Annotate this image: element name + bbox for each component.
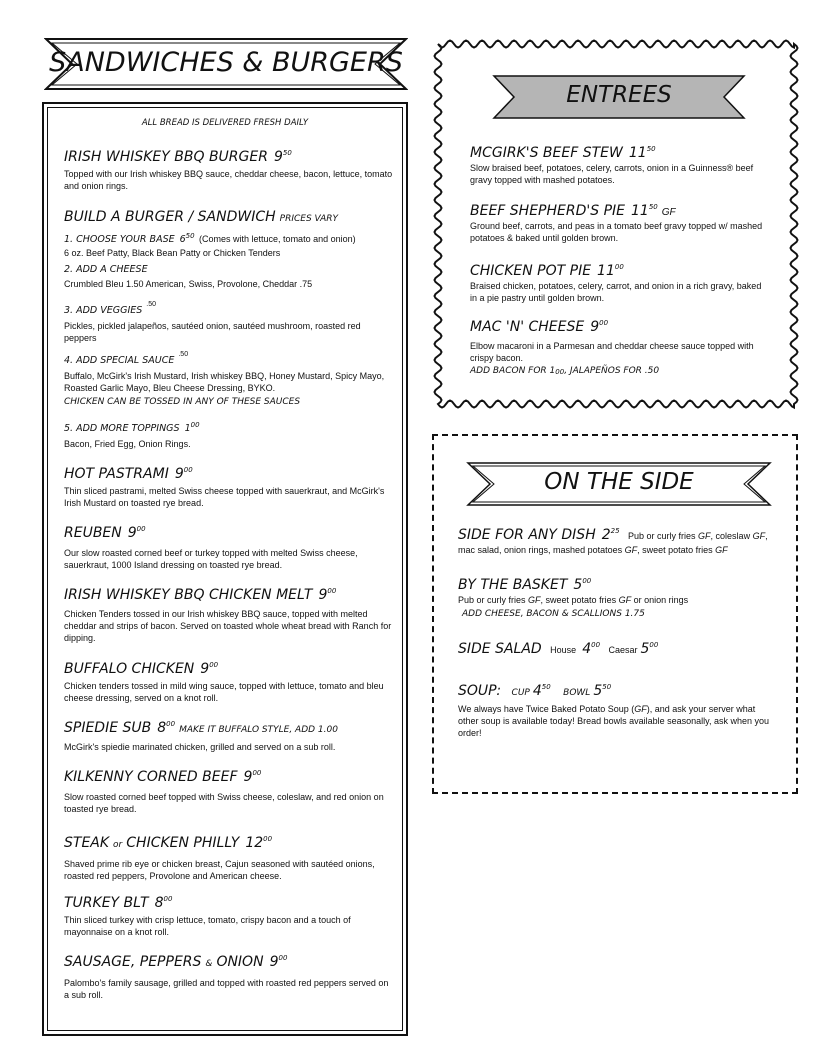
soup-bowl-price: $5^{50}$: [593, 683, 612, 699]
step-desc: Bacon, Fried Egg, Onion Rings.: [64, 439, 191, 449]
item-price: $9^{00}$: [269, 954, 288, 970]
item-desc: Slow braised beef, potatoes, celery, carrots, onion in a Guinness® beef gravy topped with mashed potatoes.: [470, 163, 754, 185]
soup-bowl: BOWL: [563, 688, 591, 698]
item-name: MAC 'N' CHEESE: [470, 319, 585, 335]
menu-item: [64, 834, 394, 882]
step-price: .50: [146, 301, 157, 308]
item-name: MCGIRK'S BEEF STEW: [470, 145, 623, 161]
salad-house-price: $4^{00}$: [582, 641, 601, 657]
item-addon: ADD BACON FOR $1^{00}$, JALAPEÑOS FOR .50: [470, 366, 660, 376]
step-desc: 6 oz. Beef Patty, Black Bean Patty or Chicken Tenders: [64, 248, 281, 258]
salad-caesar: Caesar: [608, 645, 638, 655]
item-name-2: ONION: [216, 954, 264, 970]
item-price: $9^{50}$: [273, 149, 292, 165]
menu-item: [458, 682, 778, 739]
menu-item: [64, 148, 394, 192]
sandwiches-title: SANDWICHES & BURGERS: [49, 47, 403, 78]
item-name: BEEF SHEPHERD'S PIE: [470, 203, 625, 219]
menu-item: [458, 526, 778, 556]
item-price: $9^{00}$: [200, 661, 219, 677]
item-desc-b: mac salad, onion rings, mashed potatoes GF, sweet potato fries GF: [458, 545, 728, 555]
item-desc: Chicken tenders tossed in mild wing sauce, topped with lettuce, tomato and bleu cheese dressing, served on a knot roll.: [64, 681, 384, 703]
item-name: CHICKEN POT PIE: [470, 263, 592, 279]
item-name: HOT PASTRAMI: [64, 466, 169, 482]
side-title: ON THE SIDE: [544, 469, 694, 495]
item-name: SIDE SALAD: [458, 641, 542, 657]
bread-note: ALL BREAD IS DELIVERED FRESH DAILY: [141, 118, 309, 128]
item-price: $9^{00}$: [127, 525, 146, 541]
build-step-3: 3. ADD VEGGIES: [64, 305, 143, 316]
step-price: $1^{00}$: [184, 421, 200, 434]
entrees-title: ENTREES: [566, 82, 672, 108]
salad-house: House: [550, 645, 577, 655]
soup-cup-price: $4^{50}$: [532, 683, 551, 699]
step-note: (Comes with lettuce, tomato and onion): [199, 234, 356, 244]
menu-item: [470, 262, 770, 304]
item-extra: PRICES VARY: [279, 214, 338, 224]
build-step-4: 4. ADD SPECIAL SAUCE: [64, 355, 175, 366]
item-price: $9^{00}$: [174, 466, 193, 482]
item-price: $11^{50}$: [630, 203, 658, 219]
item-desc: Topped with our Irish whiskey BBQ sauce, cheddar cheese, bacon, lettuce, tomato and onion rings.: [64, 169, 393, 191]
item-desc: Palombo's family sausage, grilled and topped with roasted red peppers served on a sub roll.: [64, 978, 389, 1000]
build-step-1: 1. CHOOSE YOUR BASE: [64, 234, 175, 245]
step-desc: Crumbled Bleu 1.50 American, Swiss, Provolone, Cheddar .75: [64, 279, 313, 289]
step-desc: Pickles, pickled jalapeños, sautéed onion, sautéed mushroom, roasted red peppers: [64, 321, 361, 343]
item-name: TURKEY BLT: [64, 895, 149, 911]
item-name: SAUSAGE, PEPPERS: [64, 954, 202, 970]
item-name: BY THE BASKET: [458, 577, 568, 593]
item-desc: Thin sliced turkey with crisp lettuce, tomato, crispy bacon and a touch of mayonnaise on a knot roll.: [64, 915, 351, 937]
step-price: $6^{50}$: [179, 232, 195, 245]
item-desc: Braised chicken, potatoes, celery, carrot, and onion in a rich gravy, baked in a pie pastry until golden brown.: [470, 281, 762, 303]
menu-item: [470, 202, 770, 244]
side-banner: [466, 461, 772, 507]
item-desc: Shaved prime rib eye or chicken breast, Cajun seasoned with sautéed onions, roasted red peppers, Provolone and American cheese.: [64, 859, 375, 881]
item-desc: Thin sliced pastrami, melted Swiss cheese topped with sauerkraut, and McGirk's Irish Mustard on toasted rye bread.: [64, 486, 385, 508]
gf-tag: GF: [661, 207, 676, 218]
sandwiches-banner: [44, 37, 408, 91]
menu-item: [64, 208, 394, 259]
item-price: $9^{00}$: [590, 319, 609, 335]
menu-item: [458, 640, 778, 658]
menu-item: [64, 524, 394, 571]
item-name-connector: &: [205, 959, 213, 969]
item-price: $5^{00}$: [573, 577, 592, 593]
item-desc: Ground beef, carrots, and peas in a tomato beef gravy topped w/ mashed potatoes & baked until golden brown.: [470, 221, 763, 243]
item-extra: MAKE IT BUFFALO STYLE, ADD 1.00: [179, 725, 338, 735]
item-name: SIDE FOR ANY DISH: [458, 527, 596, 543]
item-price: $2^{25}$: [601, 527, 620, 543]
item-desc: Our slow roasted corned beef or turkey topped with melted Swiss cheese, sauerkraut, 1000 Island dressing on toasted rye bread.: [64, 548, 358, 570]
item-name: KILKENNY CORNED BEEF: [64, 769, 238, 785]
build-step-5: 5. ADD MORE TOPPINGS: [64, 423, 180, 434]
menu-item: [64, 953, 394, 1001]
item-price: $9^{00}$: [243, 769, 262, 785]
item-price: $12^{00}$: [245, 835, 273, 851]
menu-item: [64, 894, 394, 938]
item-addon: ADD CHEESE, BACON & SCALLIONS 1.75: [462, 609, 645, 619]
item-name: IRISH WHISKEY BBQ BURGER: [64, 149, 268, 165]
item-price: $11^{50}$: [628, 145, 656, 161]
build-step: [64, 350, 394, 408]
build-step-2: 2. ADD A CHEESE: [64, 264, 148, 275]
build-step: [64, 418, 394, 450]
item-desc: Slow roasted corned beef topped with Swiss cheese, coleslaw, and red onion on toasted rye bread.: [64, 792, 384, 814]
step-note: CHICKEN CAN BE TOSSED IN ANY OF THESE SAUCES: [64, 397, 301, 407]
item-desc: Elbow macaroni in a Parmesan and cheddar cheese sauce topped with crispy bacon.: [470, 341, 754, 363]
item-name: BUILD A BURGER / SANDWICH: [64, 209, 276, 225]
item-price: $8^{00}$: [154, 895, 173, 911]
item-name: REUBEN: [64, 525, 122, 541]
menu-item: [64, 719, 394, 753]
item-name: IRISH WHISKEY BBQ CHICKEN MELT: [64, 587, 313, 603]
item-name-2: CHICKEN PHILLY: [126, 835, 240, 851]
menu-item: [64, 660, 394, 704]
item-price: $9^{00}$: [318, 587, 337, 603]
build-step: [64, 300, 394, 344]
item-desc: Pub or curly fries GF, sweet potato fries GF or onion rings: [458, 595, 689, 605]
step-desc: Buffalo, McGirk's Irish Mustard, Irish whiskey BBQ, Honey Mustard, Spicy Mayo, Roasted Garlic Mayo, Bleu Cheese Dressing, BYKO.: [64, 371, 385, 393]
salad-caesar-price: $5^{00}$: [640, 641, 659, 657]
item-name: SOUP:: [458, 683, 502, 699]
menu-item: [64, 465, 394, 509]
step-price: .50: [178, 351, 189, 358]
menu-item: [470, 318, 770, 377]
item-price: $8^{00}$: [157, 720, 176, 736]
item-desc-a: Pub or curly fries GF, coleslaw GF,: [628, 531, 768, 541]
menu-item: [64, 768, 394, 815]
menu-item: [470, 144, 770, 186]
menu-item: [458, 576, 778, 620]
build-step: [64, 264, 394, 290]
item-name-connector: or: [113, 840, 123, 850]
item-desc: Chicken Tenders tossed in our Irish whiskey BBQ sauce, topped with melted cheddar and strips of bacon. Served on toasted whole wheat bread with Ranch for dipping.: [64, 609, 392, 643]
item-name: SPIEDIE SUB: [64, 720, 152, 736]
item-name: STEAK: [64, 835, 110, 851]
item-desc: We always have Twice Baked Potato Soup (GF), and ask your server what other soup is available today! Bread bowls available seasonally, ask when you order!: [458, 704, 770, 738]
menu-item: [64, 586, 394, 644]
item-price: $11^{00}$: [597, 263, 624, 279]
soup-cup: CUP: [511, 688, 530, 698]
entrees-banner: [492, 74, 746, 120]
item-desc: McGirk's spiedie marinated chicken, grilled and served on a sub roll.: [64, 742, 336, 752]
item-name: BUFFALO CHICKEN: [64, 661, 195, 677]
